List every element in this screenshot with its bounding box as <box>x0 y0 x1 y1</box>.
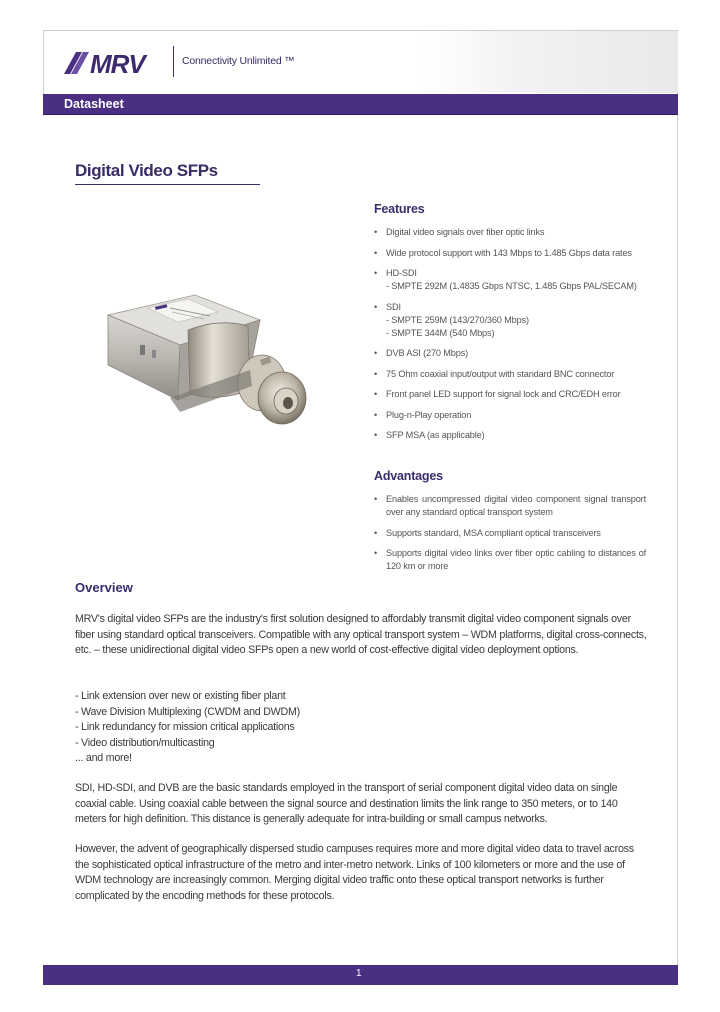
datasheet-band <box>43 94 678 115</box>
features-list <box>374 226 646 442</box>
list-item: ... and more! <box>75 752 132 764</box>
overview-paragraph-3: However, the advent of geographically dispersed studio campuses requires more and more digital video data to travel across the sophisticated optical infrastructure of the metro and inter-metro network. Links of 100 kilometers or more and the use of WDM technology are increasingly common. Merging digital video traffic onto these optical transport networks is further complicated by the encoding methods for these protocols. <box>75 843 634 902</box>
list-item: • DVB ASI (270 Mbps) <box>374 347 646 360</box>
list-item: • Enables uncompressed digital video component signal transport over any standard optical transport system <box>374 493 646 519</box>
overview-list <box>75 689 650 767</box>
features-heading: Features <box>374 202 425 216</box>
overview-heading: Overview <box>75 580 133 595</box>
list-item: • SDI - SMPTE 259M (143/270/360 Mbps) - SMPTE 344M (540 Mbps) <box>374 301 646 340</box>
list-item: • Wide protocol support with 143 Mbps to 1.485 Gbps data rates <box>374 247 646 260</box>
page-number: 1 <box>356 968 362 979</box>
list-item: - Wave Division Multiplexing (CWDM and DWDM) <box>75 705 300 718</box>
frame-left-line <box>43 30 44 94</box>
list-item: • Supports digital video links over fiber optic cabling to distances of 120 km or more <box>374 547 646 573</box>
list-item: • HD-SDI - SMPTE 292M (1.4835 Gbps NTSC, 1.485 Gbps PAL/SECAM) <box>374 267 646 293</box>
sfp-product-image <box>100 290 330 430</box>
page-title: Digital Video SFPs <box>75 161 218 180</box>
band-label: Datasheet <box>64 97 124 111</box>
mrv-logo <box>62 50 162 76</box>
list-item: - Link redundancy for mission critical applications <box>75 721 295 733</box>
tagline: Connectivity Unlimited ™ <box>182 55 295 67</box>
list-item: - Video distribution/multicasting <box>75 736 215 749</box>
overview-paragraph-2: SDI, HD-SDI, and DVB are the basic standards employed in the transport of serial component digital video data on single coaxial cable. Using coaxial cable between the signal source and destination limits the link range to 350 meters, or to 140 meters for high definition. This distance is generally adequate for intra-building or small campus networks. <box>75 782 618 825</box>
advantages-list <box>374 493 646 573</box>
list-item: - Link extension over new or existing fiber plant <box>75 690 286 702</box>
frame-right-line <box>677 30 678 985</box>
overview-paragraph-1: MRV's digital video SFPs are the industry's first solution designed to affordably transmit digital video component signals over fiber using standard optical transceivers. Compatible with any optical transport system – WDM platforms, digital cross-connects, etc. – these unidirectional digital video SFPs open a new world of cost-effective digital video deployment options. <box>75 613 647 656</box>
list-item: • 75 Ohm coaxial input/output with standard BNC connector <box>374 368 646 381</box>
advantages-heading: Advantages <box>374 469 443 483</box>
title-underline <box>75 184 260 185</box>
list-item: • Digital video signals over fiber optic links <box>374 226 646 239</box>
logo-divider <box>173 46 174 77</box>
list-item: • Supports standard, MSA compliant optical transceivers <box>374 527 646 540</box>
header-gradient <box>420 31 678 93</box>
list-item: • Front panel LED support for signal lock and CRC/EDH error <box>374 388 646 401</box>
logo-text: MRV <box>90 50 145 76</box>
list-item: • SFP MSA (as applicable) <box>374 429 646 442</box>
list-item: • Plug-n-Play operation <box>374 409 646 422</box>
